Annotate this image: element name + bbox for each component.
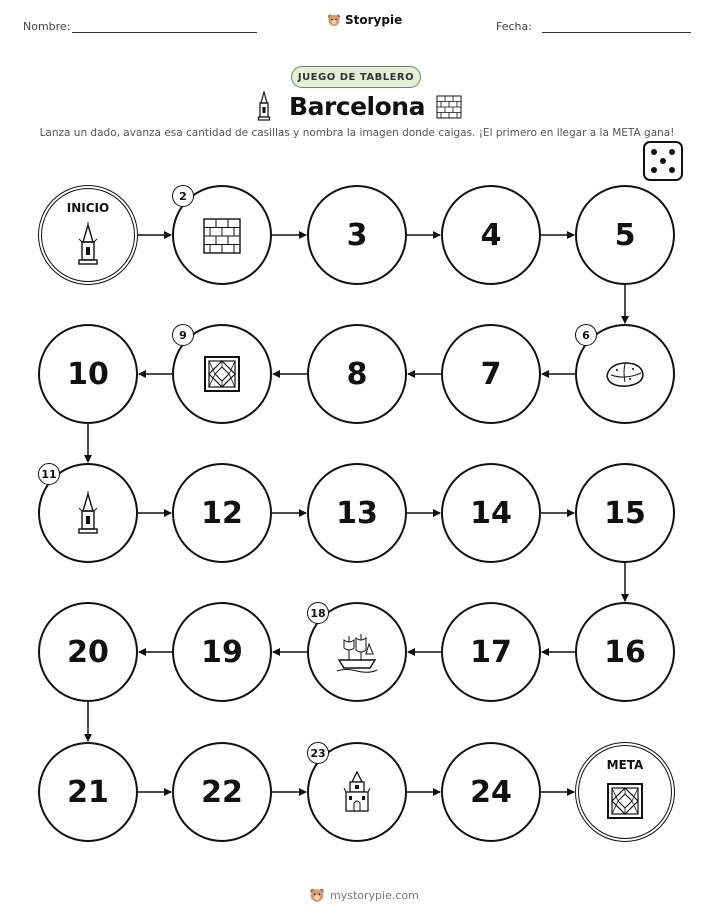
date-label: Fecha: (496, 20, 532, 33)
space-number: 21 (67, 774, 109, 810)
galleon-ship-icon (335, 630, 379, 674)
space-number: 12 (201, 495, 243, 531)
board-space-15 (575, 463, 675, 563)
board-space-24 (441, 742, 541, 842)
board-space-6 (575, 324, 675, 424)
board-space-19 (172, 602, 272, 702)
board-space-9 (172, 324, 272, 424)
board-space-8 (307, 324, 407, 424)
space-number: 8 (346, 356, 368, 392)
tower-icon (66, 222, 110, 266)
space-number-badge: 11 (38, 463, 60, 485)
goal-label: META (606, 758, 644, 772)
stone-block-icon (603, 352, 647, 396)
space-number-badge: 2 (172, 185, 194, 207)
space-number: 17 (470, 634, 512, 670)
space-number-badge: 18 (307, 602, 329, 624)
space-number-badge: 6 (575, 324, 597, 346)
board-space-14 (441, 463, 541, 563)
castle-tower-icon (335, 770, 379, 814)
board-space-start (38, 185, 138, 285)
board-space-4 (441, 185, 541, 285)
board-space-11 (38, 463, 138, 563)
board-space-10 (38, 324, 138, 424)
brick-wall-icon (200, 213, 244, 257)
space-number: 7 (480, 356, 502, 392)
space-number: 16 (604, 634, 646, 670)
board-space-2 (172, 185, 272, 285)
board-space-goal (575, 742, 675, 842)
space-number: 22 (201, 774, 243, 810)
name-label: Nombre: (23, 20, 71, 33)
start-label: INICIO (66, 201, 110, 215)
space-number-badge: 9 (172, 324, 194, 346)
bear-icon (309, 887, 325, 903)
mosaic-tile-icon (200, 352, 244, 396)
space-number: 15 (604, 495, 646, 531)
space-number: 3 (346, 217, 368, 253)
footer (309, 887, 419, 903)
board-space-21 (38, 742, 138, 842)
mosaic-tile-icon (603, 779, 647, 823)
board-space-13 (307, 463, 407, 563)
space-number: 24 (470, 774, 512, 810)
space-number: 4 (480, 217, 502, 253)
board-space-17 (441, 602, 541, 702)
board-space-3 (307, 185, 407, 285)
board-space-5 (575, 185, 675, 285)
board-space-23 (307, 742, 407, 842)
footer-url: mystorypie.com (330, 888, 419, 902)
space-number: 5 (614, 217, 636, 253)
space-number: 19 (201, 634, 243, 670)
board-space-16 (575, 602, 675, 702)
space-number: 20 (67, 634, 109, 670)
instructions: Lanza un dado, avanza esa cantidad de casillas y nombra la imagen donde caigas. ¡El primero en llegar a la META gana! (39, 127, 675, 139)
tower-icon (66, 491, 110, 535)
space-number: 14 (470, 495, 512, 531)
space-number: 10 (67, 356, 109, 392)
board-space-18 (307, 602, 407, 702)
space-number: 13 (336, 495, 378, 531)
game-type-tag: JUEGO DE TABLERO (291, 66, 421, 88)
board-space-12 (172, 463, 272, 563)
board-space-22 (172, 742, 272, 842)
brand-name: Storypie (345, 13, 403, 27)
board-space-7 (441, 324, 541, 424)
board-space-20 (38, 602, 138, 702)
page-title: Barcelona (289, 92, 425, 121)
space-number-badge: 23 (307, 742, 329, 764)
